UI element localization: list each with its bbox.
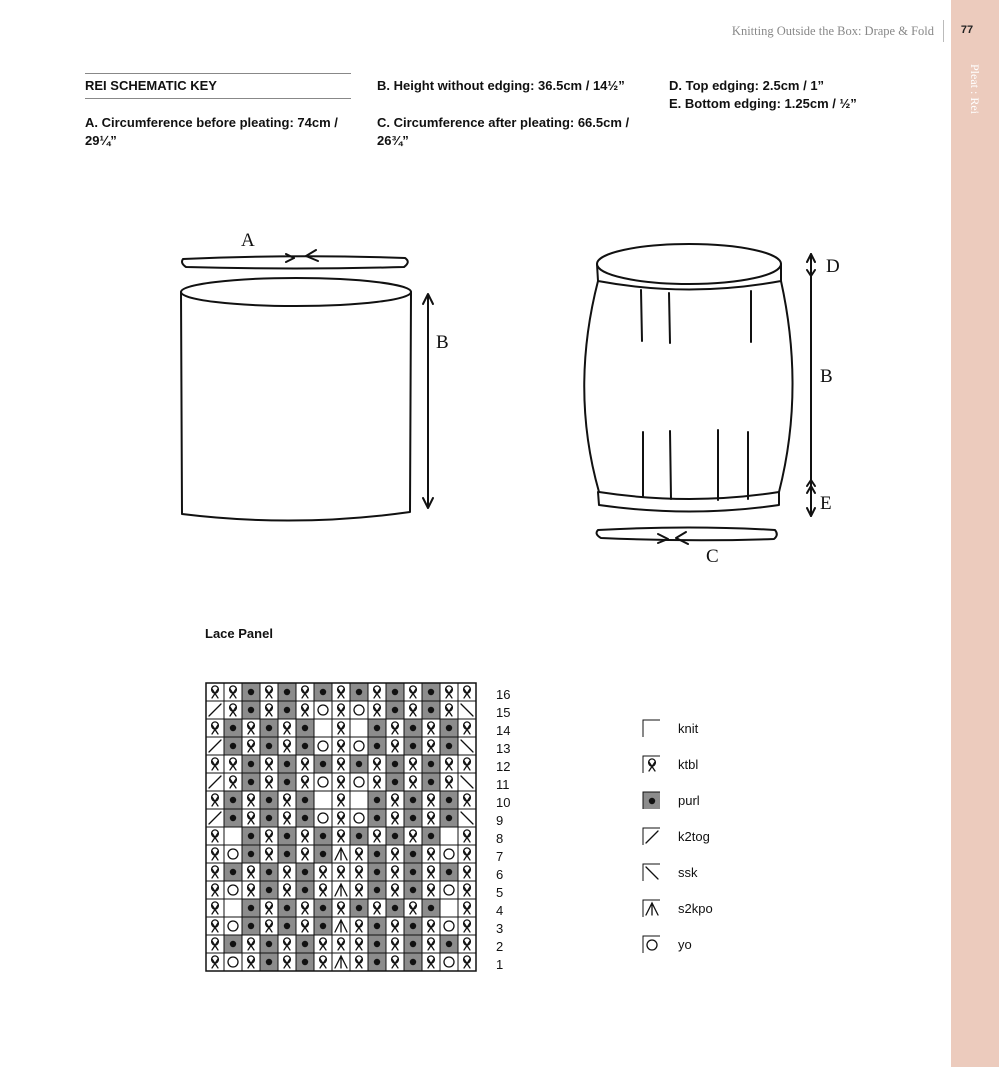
chart-cell xyxy=(350,935,368,953)
chart-cell xyxy=(350,683,368,701)
chart-cell xyxy=(296,791,314,809)
chart-cell xyxy=(278,845,296,863)
chart-cell xyxy=(296,701,314,719)
row-number: 14 xyxy=(496,723,511,738)
chart-cell xyxy=(368,827,386,845)
ktbl-icon xyxy=(642,755,660,773)
chart-cell xyxy=(278,935,296,953)
chart-cell xyxy=(440,701,458,719)
chart-cell xyxy=(458,863,476,881)
row-number: 6 xyxy=(496,867,504,882)
chart-cell xyxy=(458,719,476,737)
chart-cell xyxy=(368,845,386,863)
chart-cell xyxy=(224,773,242,791)
chart-cell xyxy=(386,755,404,773)
page-number: 77 xyxy=(960,24,974,36)
chart-cell xyxy=(278,701,296,719)
row-number: 9 xyxy=(496,813,504,828)
chart-cell xyxy=(260,845,278,863)
row-number: 13 xyxy=(496,741,511,756)
chart-cell xyxy=(404,701,422,719)
chart-cell xyxy=(458,935,476,953)
schematic-key-title: REI SCHEMATIC KEY xyxy=(85,73,351,99)
chart-cell xyxy=(314,809,332,827)
chart-cell xyxy=(260,863,278,881)
chart-cell xyxy=(458,737,476,755)
chart-cell xyxy=(350,737,368,755)
chart-cell xyxy=(386,809,404,827)
chart-cell xyxy=(224,899,242,917)
ssk-icon xyxy=(642,863,660,881)
chart-cell xyxy=(224,881,242,899)
chart-cell xyxy=(260,719,278,737)
chart-cell xyxy=(440,719,458,737)
chart-cell xyxy=(314,719,332,737)
chart-cell xyxy=(386,917,404,935)
chart-cell xyxy=(314,845,332,863)
chart-cell xyxy=(422,827,440,845)
row-number: 16 xyxy=(496,687,511,702)
chart-cell xyxy=(242,863,260,881)
chart-cell xyxy=(296,881,314,899)
legend-label: purl xyxy=(678,793,700,808)
chart-cell xyxy=(404,737,422,755)
chart-cell xyxy=(314,917,332,935)
chart-cell xyxy=(206,809,224,827)
chart-cell xyxy=(224,701,242,719)
chart-cell xyxy=(206,899,224,917)
chart-cell xyxy=(350,809,368,827)
chart-cell xyxy=(422,953,440,971)
chart-cell xyxy=(224,737,242,755)
chart-cell xyxy=(314,953,332,971)
chart-cell xyxy=(404,755,422,773)
chart-cell xyxy=(242,755,260,773)
chart-cell xyxy=(350,755,368,773)
k2tog-icon xyxy=(642,827,660,845)
chart-cell xyxy=(242,773,260,791)
chart-cell xyxy=(332,791,350,809)
chart-cell xyxy=(242,935,260,953)
row-number: 3 xyxy=(496,921,504,936)
chart-cell xyxy=(458,701,476,719)
legend-label: s2kpo xyxy=(678,901,713,916)
chart-cell xyxy=(332,917,350,935)
chart-cell xyxy=(404,881,422,899)
chart-cell xyxy=(278,863,296,881)
chart-cell xyxy=(242,719,260,737)
knit-icon xyxy=(642,719,660,737)
chart-cell xyxy=(278,719,296,737)
chart-cell xyxy=(368,701,386,719)
chart-cell xyxy=(224,863,242,881)
chart-cell xyxy=(242,791,260,809)
chart-cell xyxy=(350,899,368,917)
chart-cell xyxy=(350,773,368,791)
chart-cell xyxy=(314,791,332,809)
chart-cell xyxy=(224,917,242,935)
chart-cell xyxy=(314,737,332,755)
chart-cell xyxy=(458,827,476,845)
chart-cell xyxy=(314,683,332,701)
row-number: 15 xyxy=(496,705,511,720)
spec-a: A. Circumference before pleating: 74cm / 29¼” xyxy=(85,115,338,148)
chart-cell xyxy=(458,953,476,971)
chart-cell xyxy=(422,755,440,773)
chart-cell xyxy=(260,755,278,773)
chart-cell xyxy=(332,809,350,827)
chart-cell xyxy=(278,899,296,917)
chart-cell xyxy=(278,827,296,845)
chart-cell xyxy=(440,845,458,863)
chart-cell xyxy=(224,683,242,701)
row-number: 7 xyxy=(496,849,504,864)
chart-cell xyxy=(368,737,386,755)
chart-cell xyxy=(404,773,422,791)
chart-cell xyxy=(260,737,278,755)
chart-cell xyxy=(386,899,404,917)
chart-cell xyxy=(260,827,278,845)
spec-d: D. Top edging: 2.5cm / 1” xyxy=(669,78,825,93)
chart-cell xyxy=(260,773,278,791)
chart-cell xyxy=(296,935,314,953)
row-number: 12 xyxy=(496,759,511,774)
chart-cell xyxy=(206,845,224,863)
chart-cell xyxy=(206,953,224,971)
chart-cell xyxy=(206,881,224,899)
chart-cell xyxy=(386,737,404,755)
chart-cell xyxy=(458,791,476,809)
legend-label: ssk xyxy=(678,865,698,880)
chart-cell xyxy=(296,899,314,917)
chart-cell xyxy=(422,935,440,953)
chart-cell xyxy=(242,683,260,701)
chart-cell xyxy=(296,845,314,863)
chart-cell xyxy=(440,917,458,935)
chart-cell xyxy=(224,755,242,773)
chart-cell xyxy=(314,773,332,791)
chart-cell xyxy=(224,845,242,863)
chart-cell xyxy=(296,683,314,701)
chart-cell xyxy=(260,701,278,719)
legend-item xyxy=(642,719,782,739)
chart-cell xyxy=(386,935,404,953)
chart-cell xyxy=(404,719,422,737)
chart-cell xyxy=(458,773,476,791)
chart-cell xyxy=(314,899,332,917)
chart-cell xyxy=(260,791,278,809)
section-label: Pleat : Rei xyxy=(968,64,982,114)
chart-cell xyxy=(224,809,242,827)
chart-cell xyxy=(332,935,350,953)
chart-cell xyxy=(386,719,404,737)
chart-cell xyxy=(386,791,404,809)
chart-cell xyxy=(368,935,386,953)
chart-cell xyxy=(242,953,260,971)
chart-cell xyxy=(260,899,278,917)
chart-cell xyxy=(404,863,422,881)
chart-cell xyxy=(458,899,476,917)
chart-cell xyxy=(404,917,422,935)
chart-cell xyxy=(242,809,260,827)
chart-cell xyxy=(296,737,314,755)
chart-cell xyxy=(242,917,260,935)
chart-cell xyxy=(368,899,386,917)
chart-cell xyxy=(332,719,350,737)
label-e: E xyxy=(820,493,832,514)
chart-cell xyxy=(440,935,458,953)
chart-cell xyxy=(278,953,296,971)
label-a: A xyxy=(241,230,255,251)
chart-cell xyxy=(440,899,458,917)
chart-cell xyxy=(440,755,458,773)
chart-cell xyxy=(404,845,422,863)
chart-cell xyxy=(368,917,386,935)
chart-cell xyxy=(368,773,386,791)
chart-cell xyxy=(206,701,224,719)
chart-cell xyxy=(458,845,476,863)
chart-cell xyxy=(404,935,422,953)
chart-cell xyxy=(314,863,332,881)
chart-cell xyxy=(278,773,296,791)
chart-cell xyxy=(422,881,440,899)
chart-cell xyxy=(422,845,440,863)
chart-cell xyxy=(332,755,350,773)
chart-cell xyxy=(440,953,458,971)
chart-cell xyxy=(386,845,404,863)
chart-cell xyxy=(422,737,440,755)
chart-cell xyxy=(206,737,224,755)
chart-cell xyxy=(368,809,386,827)
chart-cell xyxy=(296,719,314,737)
chart-cell xyxy=(296,773,314,791)
chart-cell xyxy=(224,719,242,737)
chart-cell xyxy=(242,845,260,863)
row-number: 1 xyxy=(496,957,504,972)
chart-cell xyxy=(350,881,368,899)
row-number: 10 xyxy=(496,795,511,810)
chart-cell xyxy=(368,881,386,899)
chart-cell xyxy=(404,683,422,701)
chart-cell xyxy=(458,755,476,773)
chart-cell xyxy=(458,809,476,827)
chart-cell xyxy=(386,953,404,971)
chart-cell xyxy=(206,773,224,791)
chart-cell xyxy=(422,863,440,881)
chart-cell xyxy=(260,809,278,827)
chart-cell xyxy=(422,683,440,701)
legend-item xyxy=(642,791,782,811)
chart-cell xyxy=(260,881,278,899)
label-d: D xyxy=(826,256,840,277)
chart-cell xyxy=(332,701,350,719)
chart-cell xyxy=(242,899,260,917)
chart-cell xyxy=(242,701,260,719)
chart-cell xyxy=(296,827,314,845)
legend-label: knit xyxy=(678,721,699,736)
chart-cell xyxy=(314,935,332,953)
chart-cell xyxy=(296,863,314,881)
chart-cell xyxy=(386,881,404,899)
chart-cell xyxy=(260,683,278,701)
legend-item xyxy=(642,863,782,883)
chart-cell xyxy=(440,773,458,791)
label-c: C xyxy=(706,546,719,567)
chart-cell xyxy=(296,953,314,971)
chart-cell xyxy=(260,935,278,953)
chart-cell xyxy=(440,737,458,755)
chart-cell xyxy=(224,827,242,845)
chart-cell xyxy=(440,809,458,827)
chart-cell xyxy=(422,899,440,917)
chart-cell xyxy=(206,827,224,845)
chart-cell xyxy=(296,755,314,773)
chart-cell xyxy=(206,755,224,773)
legend-item xyxy=(642,899,782,919)
chart-cell xyxy=(242,737,260,755)
chart-cell xyxy=(224,791,242,809)
s2kpo-icon xyxy=(642,899,660,917)
chart-cell xyxy=(368,791,386,809)
chart-cell xyxy=(404,791,422,809)
chart-cell xyxy=(440,683,458,701)
chart-cell xyxy=(332,845,350,863)
chart-cell xyxy=(206,791,224,809)
legend-item xyxy=(642,935,782,955)
chart-cell xyxy=(368,719,386,737)
chart-cell xyxy=(350,863,368,881)
chart-cell xyxy=(386,683,404,701)
chart-cell xyxy=(206,935,224,953)
legend-label: ktbl xyxy=(678,757,699,772)
chart-cell xyxy=(224,953,242,971)
chart-cell xyxy=(422,773,440,791)
chart-cell xyxy=(278,791,296,809)
chart-cell xyxy=(386,773,404,791)
chart-cell xyxy=(404,809,422,827)
chart-cell xyxy=(422,701,440,719)
chart-cell xyxy=(314,701,332,719)
chart-cell xyxy=(404,827,422,845)
chart-cell xyxy=(386,863,404,881)
chart-cell xyxy=(332,683,350,701)
chart-cell xyxy=(332,953,350,971)
label-b2: B xyxy=(820,366,833,387)
chart-cell xyxy=(278,683,296,701)
chart-cell xyxy=(368,863,386,881)
spec-b: B. Height without edging: 36.5cm / 14½” xyxy=(377,78,625,93)
chart-cell xyxy=(422,917,440,935)
running-head: Knitting Outside the Box: Drape & Fold xyxy=(731,24,934,38)
chart-cell xyxy=(440,881,458,899)
chart-cell xyxy=(404,899,422,917)
chart-cell xyxy=(314,827,332,845)
purl-icon xyxy=(642,791,660,809)
row-number: 11 xyxy=(496,777,510,792)
chart-cell xyxy=(296,917,314,935)
chart-cell xyxy=(440,827,458,845)
legend-label: k2tog xyxy=(678,829,710,844)
chart-cell xyxy=(260,953,278,971)
yo-icon xyxy=(642,935,660,953)
label-b: B xyxy=(436,332,449,353)
chart-cell xyxy=(422,719,440,737)
chart-cell xyxy=(458,683,476,701)
spec-e: E. Bottom edging: 1.25cm / ½” xyxy=(669,96,857,111)
chart-cell xyxy=(350,701,368,719)
chart-cell xyxy=(404,953,422,971)
chart-cell xyxy=(332,899,350,917)
chart-cell xyxy=(332,863,350,881)
chart-cell xyxy=(386,701,404,719)
legend-item xyxy=(642,755,782,775)
chart-cell xyxy=(242,827,260,845)
chart-cell xyxy=(314,755,332,773)
chart-cell xyxy=(422,791,440,809)
row-number: 2 xyxy=(496,939,504,954)
legend-item xyxy=(642,827,782,847)
chart-cell xyxy=(458,881,476,899)
chart-cell xyxy=(278,917,296,935)
chart-cell xyxy=(206,719,224,737)
chart-cell xyxy=(278,809,296,827)
chart-cell xyxy=(386,827,404,845)
chart-cell xyxy=(332,827,350,845)
chart-title: Lace Panel xyxy=(205,626,273,641)
chart-cell xyxy=(440,863,458,881)
chart-cell xyxy=(350,719,368,737)
chart-cell xyxy=(368,683,386,701)
row-number: 4 xyxy=(496,903,504,918)
chart-cell xyxy=(350,845,368,863)
chart-cell xyxy=(350,953,368,971)
chart-cell xyxy=(332,737,350,755)
chart-cell xyxy=(332,881,350,899)
chart-cell xyxy=(242,881,260,899)
chart-cell xyxy=(422,809,440,827)
chart-cell xyxy=(224,935,242,953)
chart-cell xyxy=(458,917,476,935)
chart-cell xyxy=(368,755,386,773)
chart-cell xyxy=(278,755,296,773)
chart-cell xyxy=(278,737,296,755)
spec-c: C. Circumference after pleating: 66.5cm / 26¾” xyxy=(377,115,630,148)
chart-cell xyxy=(206,863,224,881)
chart-cell xyxy=(296,809,314,827)
chart-cell xyxy=(278,881,296,899)
chart-cell xyxy=(350,917,368,935)
chart-cell xyxy=(440,791,458,809)
chart-cell xyxy=(206,917,224,935)
chart-cell xyxy=(350,827,368,845)
chart-cell xyxy=(332,773,350,791)
chart-cell xyxy=(260,917,278,935)
legend-label: yo xyxy=(678,937,692,952)
chart-cell xyxy=(314,881,332,899)
chart-cell xyxy=(206,683,224,701)
row-number: 8 xyxy=(496,831,504,846)
chart-cell xyxy=(368,953,386,971)
row-number: 5 xyxy=(496,885,504,900)
chart-cell xyxy=(350,791,368,809)
